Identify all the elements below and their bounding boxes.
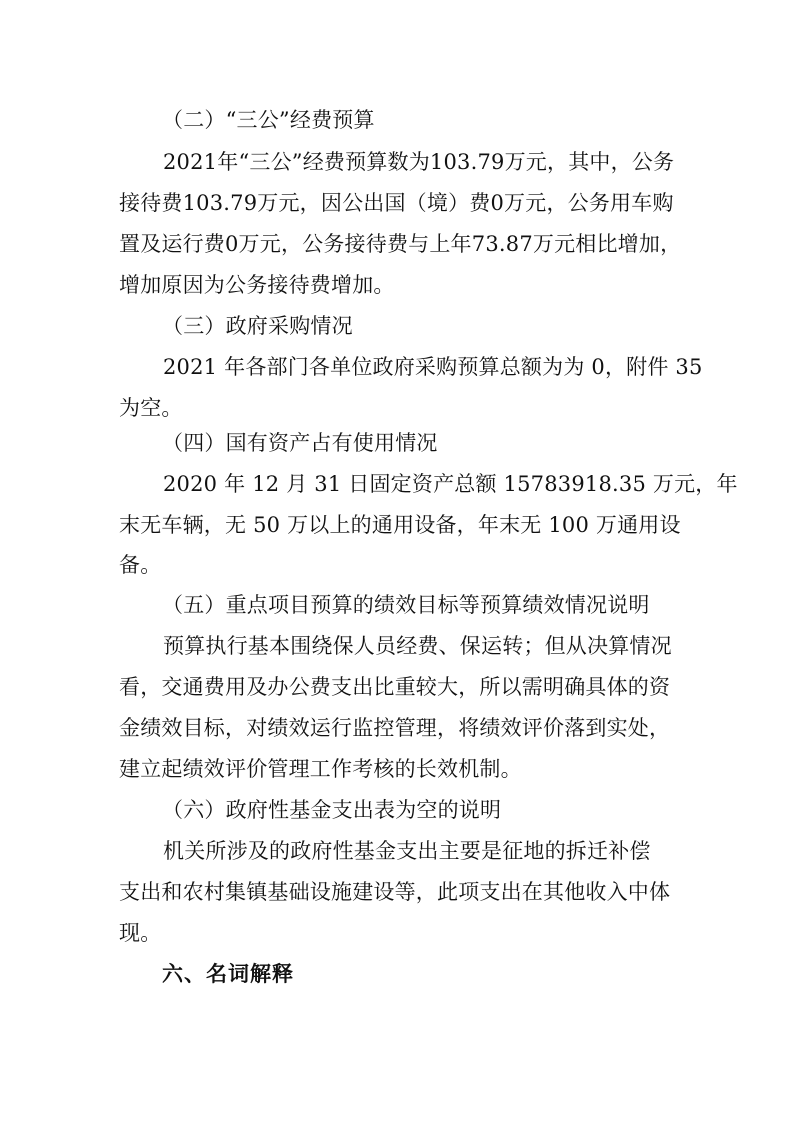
paragraph-line: 接待费103.79万元，因公出国（境）费0万元，公务用车购 bbox=[119, 191, 674, 215]
paragraph-line: 为空。 bbox=[119, 396, 183, 420]
paragraph-line: 末无车辆，无 50 万以上的通用设备，年末无 100 万通用设 bbox=[119, 513, 681, 537]
paragraph-line: 建立起绩效评价管理工作考核的长效机制。 bbox=[119, 757, 522, 781]
section-heading-sanggong-budget: （二）“三公”经费预算 bbox=[162, 108, 375, 132]
paragraph-line: 金绩效目标，对绩效运行监控管理，将绩效评价落到实处， bbox=[119, 716, 671, 740]
paragraph-line: 看，交通费用及办公费支出比重较大，所以需明确具体的资 bbox=[119, 675, 671, 699]
paragraph-line: 现。 bbox=[119, 921, 162, 945]
chapter-heading-glossary: 六、名词解释 bbox=[162, 962, 294, 986]
paragraph-line: 机关所涉及的政府性基金支出主要是征地的拆迁补偿 bbox=[163, 839, 651, 863]
paragraph-line: 增加原因为公务接待费增加。 bbox=[119, 273, 395, 297]
paragraph-line: 备。 bbox=[119, 553, 162, 577]
section-heading-state-assets: （四）国有资产占有使用情况 bbox=[162, 431, 438, 455]
paragraph-line: 2020 年 12 月 31 日固定资产总额 15783918.35 万元，年 bbox=[163, 472, 738, 496]
section-heading-government-procurement: （三）政府采购情况 bbox=[162, 314, 353, 338]
paragraph-line: 2021 年各部门各单位政府采购预算总额为为 0，附件 35 bbox=[163, 355, 703, 379]
section-heading-performance-goals: （五）重点项目预算的绩效目标等预算绩效情况说明 bbox=[162, 593, 650, 617]
paragraph-line: 置及运行费0万元，公务接待费与上年73.87万元相比增加， bbox=[119, 232, 682, 256]
paragraph-line: 2021年“三公”经费预算数为103.79万元，其中，公务 bbox=[163, 150, 675, 174]
paragraph-line: 预算执行基本围绕保人员经费、保运转；但从决算情况 bbox=[163, 634, 672, 658]
paragraph-line: 支出和农村集镇基础设施建设等，此项支出在其他收入中体 bbox=[119, 880, 671, 904]
section-heading-government-fund: （六）政府性基金支出表为空的说明 bbox=[162, 798, 502, 822]
